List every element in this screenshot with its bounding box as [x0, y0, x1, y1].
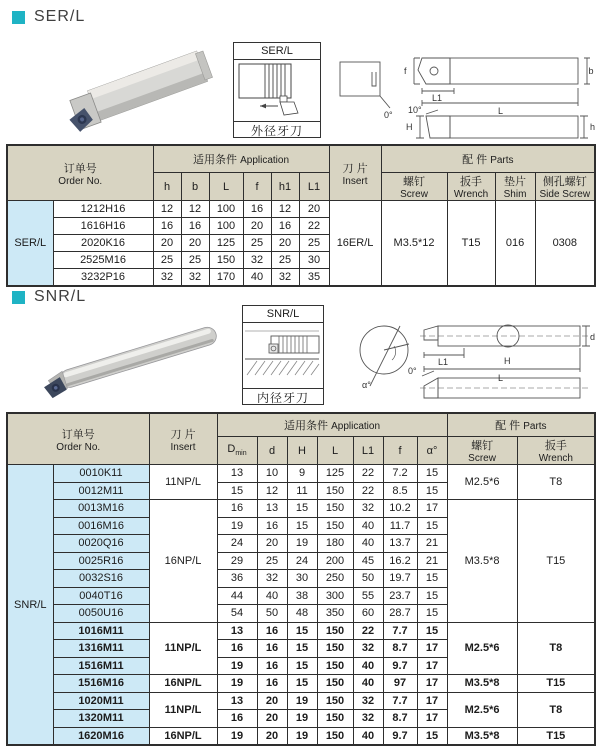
value-cell: 100: [209, 201, 243, 218]
value-cell: 17: [417, 675, 447, 693]
value-cell: 20: [257, 727, 287, 745]
header-wrench-en: Wrench: [453, 189, 489, 200]
order-no-cell: 1212H16: [53, 201, 153, 218]
value-cell: 15: [287, 517, 317, 535]
order-no-cell: 0016M16: [53, 517, 149, 535]
header-application: [153, 145, 329, 173]
value-cell: 17: [417, 692, 447, 710]
value-cell: 17: [417, 500, 447, 518]
wrench-cell: T15: [447, 201, 495, 287]
header-col-L: L: [209, 173, 243, 201]
series-cell: SER/L: [7, 201, 53, 287]
order-no-cell: 0012M11: [53, 482, 149, 500]
value-cell: 20: [181, 235, 209, 252]
header-side-screw: [535, 173, 595, 201]
value-cell: 16: [217, 500, 257, 518]
value-cell: 40: [353, 517, 383, 535]
value-cell: 22: [353, 465, 383, 483]
value-cell: 7.2: [383, 465, 417, 483]
header-insert: [329, 145, 381, 201]
header-insert-en: Insert: [170, 441, 196, 453]
value-cell: 24: [217, 535, 257, 553]
order-no-cell: 0010K11: [53, 465, 149, 483]
value-cell: 16: [181, 218, 209, 235]
value-cell: 20: [153, 235, 181, 252]
order-no-cell: 0050U16: [53, 605, 149, 623]
value-cell: 17: [417, 657, 447, 675]
order-no-cell: 1516M11: [53, 657, 149, 675]
value-cell: 150: [317, 727, 353, 745]
order-no-cell: 1316M11: [53, 640, 149, 658]
value-cell: 15: [417, 622, 447, 640]
ser-diagram-caption: 外径牙刀: [234, 121, 320, 140]
dim-label-alpha: α°: [362, 380, 371, 390]
ser-diagram-title: SER/L: [234, 43, 320, 60]
value-cell: 30: [299, 252, 329, 269]
value-cell: 16.2: [383, 552, 417, 570]
dim-label-h-upper: H: [406, 122, 413, 132]
snr-dimension-drawing: [312, 300, 598, 408]
wrench-cell: T15: [517, 675, 595, 693]
insert-cell: 11NP/L: [149, 465, 217, 500]
value-cell: 20: [257, 710, 287, 728]
snr-diagram-caption: 内径牙刀: [243, 388, 323, 407]
value-cell: 300: [317, 587, 353, 605]
value-cell: 20: [243, 218, 271, 235]
value-cell: 9: [287, 465, 317, 483]
value-cell: 23.7: [383, 587, 417, 605]
value-cell: 100: [209, 218, 243, 235]
dim-label-f: f: [404, 66, 407, 76]
dim-label-h: H: [504, 356, 511, 366]
screw-cell: M3.5*8: [447, 500, 517, 623]
section-ser-header: [12, 8, 85, 26]
value-cell: 35: [299, 269, 329, 287]
value-cell: 32: [353, 710, 383, 728]
order-no-cell: 3232P16: [53, 269, 153, 287]
header-wrench: [447, 173, 495, 201]
snr-diagram-title: SNR/L: [243, 306, 323, 323]
header-parts-zh: 配 件: [462, 154, 488, 166]
header-screw-en: Screw: [468, 453, 496, 464]
header-col-f: f: [383, 437, 417, 465]
value-cell: 15: [417, 605, 447, 623]
value-cell: 16: [257, 622, 287, 640]
value-cell: 16: [217, 640, 257, 658]
header-screw: [447, 437, 517, 465]
header-col-d: d: [257, 437, 287, 465]
value-cell: 13: [217, 465, 257, 483]
table-row: [7, 727, 595, 745]
value-cell: 16: [257, 675, 287, 693]
value-cell: 97: [383, 675, 417, 693]
value-cell: 15: [287, 675, 317, 693]
value-cell: 10.2: [383, 500, 417, 518]
value-cell: 150: [317, 500, 353, 518]
screw-cell: M2.5*6: [447, 622, 517, 675]
order-no-cell: 1620M16: [53, 727, 149, 745]
header-col-h1: h1: [271, 173, 299, 201]
insert-cell: 11NP/L: [149, 622, 217, 675]
value-cell: 19: [287, 692, 317, 710]
value-cell: 32: [271, 269, 299, 287]
value-cell: 9.7: [383, 727, 417, 745]
dim-label-l: L: [498, 106, 504, 116]
value-cell: 19.7: [383, 570, 417, 588]
value-cell: 16: [217, 710, 257, 728]
value-cell: 16: [271, 218, 299, 235]
value-cell: 11: [287, 482, 317, 500]
value-cell: 125: [209, 235, 243, 252]
value-cell: 15: [417, 587, 447, 605]
wrench-cell: T15: [517, 500, 595, 623]
ser-spec-table: [6, 144, 596, 287]
value-cell: 9.7: [383, 657, 417, 675]
value-cell: 32: [181, 269, 209, 287]
header-wrench-en: Wrench: [538, 453, 573, 464]
value-cell: 21: [417, 552, 447, 570]
value-cell: 16: [257, 657, 287, 675]
value-cell: 7.7: [383, 622, 417, 640]
header-side-zh: 侧孔螺钉: [542, 176, 587, 188]
value-cell: 15: [417, 570, 447, 588]
value-cell: 11.7: [383, 517, 417, 535]
value-cell: 25: [153, 252, 181, 269]
header-col-H: H: [287, 437, 317, 465]
order-no-cell: 0025R16: [53, 552, 149, 570]
header-order-no: [7, 413, 149, 465]
header-side-en: Side Screw: [539, 189, 591, 200]
header-app-en: Application: [331, 421, 381, 432]
value-cell: 150: [317, 675, 353, 693]
dim-label-l1: L1: [438, 357, 449, 367]
order-no-cell: 0013M16: [53, 500, 149, 518]
dim-label-b: b: [588, 66, 594, 76]
value-cell: 22: [353, 482, 383, 500]
value-cell: 20: [271, 235, 299, 252]
table-row: [7, 201, 595, 218]
header-parts-en: Parts: [490, 155, 514, 166]
value-cell: 55: [353, 587, 383, 605]
value-cell: 150: [317, 692, 353, 710]
value-cell: 8.7: [383, 710, 417, 728]
value-cell: 21: [417, 535, 447, 553]
value-cell: 22: [353, 622, 383, 640]
value-cell: 20: [257, 692, 287, 710]
dim-label-10deg: 10°: [408, 105, 422, 115]
insert-cell: 11NP/L: [149, 692, 217, 727]
value-cell: 19: [217, 675, 257, 693]
shim-cell: 016: [495, 201, 535, 287]
value-cell: 40: [243, 269, 271, 287]
header-parts-zh: 配 件: [495, 420, 521, 432]
header-wrench-zh: 扳手: [544, 440, 567, 452]
header-application: [217, 413, 447, 437]
value-cell: 7.7: [383, 692, 417, 710]
screw-cell: M3.5*8: [447, 727, 517, 745]
value-cell: 13: [217, 622, 257, 640]
value-cell: 12: [271, 201, 299, 218]
section-bullet-icon: [12, 11, 25, 24]
side-screw-cell: 0308: [535, 201, 595, 287]
value-cell: 13: [217, 692, 257, 710]
dim-label-l1: L1: [432, 93, 443, 103]
header-insert-zh: 刀 片: [342, 162, 368, 175]
value-cell: 30: [287, 570, 317, 588]
ser-diagram-box: [233, 42, 321, 138]
value-cell: 19: [217, 517, 257, 535]
section-title: SER/L: [34, 8, 86, 25]
header-order-en: Order No.: [58, 175, 103, 187]
value-cell: 150: [317, 710, 353, 728]
dmin-main: D: [227, 443, 236, 456]
value-cell: 25: [271, 252, 299, 269]
value-cell: 32: [257, 570, 287, 588]
value-cell: 12: [153, 201, 181, 218]
header-col-L1: L1: [353, 437, 383, 465]
ser-schematic-drawing: [234, 60, 318, 116]
ser-tool-photo: [55, 40, 220, 135]
value-cell: 25: [181, 252, 209, 269]
value-cell: 28.7: [383, 605, 417, 623]
value-cell: 19: [217, 657, 257, 675]
header-col-L1: L1: [299, 173, 329, 201]
table-row: [7, 675, 595, 693]
header-wrench: [517, 437, 595, 465]
value-cell: 36: [217, 570, 257, 588]
value-cell: 170: [209, 269, 243, 287]
order-no-cell: 1516M16: [53, 675, 149, 693]
value-cell: 17: [417, 640, 447, 658]
value-cell: 16: [257, 517, 287, 535]
header-col-h: h: [153, 173, 181, 201]
value-cell: 15: [287, 640, 317, 658]
wrench-cell: T8: [517, 622, 595, 675]
value-cell: 40: [353, 535, 383, 553]
value-cell: 10: [257, 465, 287, 483]
value-cell: 19: [287, 535, 317, 553]
value-cell: 40: [257, 587, 287, 605]
screw-cell: M3.5*8: [447, 675, 517, 693]
insert-cell: 16ER/L: [329, 201, 381, 287]
dim-label-l: L: [498, 373, 504, 383]
header-screw-en: Screw: [400, 189, 428, 200]
wrench-cell: T8: [517, 465, 595, 500]
value-cell: 19: [217, 727, 257, 745]
value-cell: 12: [257, 482, 287, 500]
value-cell: 25: [299, 235, 329, 252]
wrench-cell: T8: [517, 692, 595, 727]
screw-cell: M3.5*12: [381, 201, 447, 287]
order-no-cell: 0020Q16: [53, 535, 149, 553]
value-cell: 19: [287, 710, 317, 728]
value-cell: 40: [353, 727, 383, 745]
value-cell: 15: [287, 657, 317, 675]
value-cell: 38: [287, 587, 317, 605]
header-shim-zh: 垫片: [504, 176, 527, 188]
value-cell: 32: [353, 500, 383, 518]
value-cell: 25: [243, 235, 271, 252]
header-screw-zh: 螺钉: [403, 176, 426, 188]
value-cell: 15: [417, 727, 447, 745]
value-cell: 125: [317, 465, 353, 483]
header-app-zh: 适用条件: [193, 154, 238, 166]
value-cell: 15: [417, 482, 447, 500]
header-order-en: Order No.: [56, 441, 101, 453]
value-cell: 8.7: [383, 640, 417, 658]
value-cell: 40: [353, 657, 383, 675]
value-cell: 60: [353, 605, 383, 623]
insert-cell: 16NP/L: [149, 675, 217, 693]
table-row: [7, 692, 595, 710]
table-row: [7, 465, 595, 483]
header-order-zh: 订单号: [63, 162, 97, 175]
value-cell: 50: [353, 570, 383, 588]
value-cell: 16: [257, 640, 287, 658]
header-screw: [381, 173, 447, 201]
header-col-L: L: [317, 437, 353, 465]
value-cell: 20: [257, 535, 287, 553]
header-insert: [149, 413, 217, 465]
header-insert-zh: 刀 片: [170, 428, 196, 441]
header-order-no: [7, 145, 153, 201]
value-cell: 200: [317, 552, 353, 570]
order-no-cell: 0032S16: [53, 570, 149, 588]
value-cell: 32: [353, 640, 383, 658]
snr-spec-table: [6, 412, 596, 746]
value-cell: 8.5: [383, 482, 417, 500]
section-snr-header: [12, 288, 86, 306]
header-parts: [381, 145, 595, 173]
value-cell: 48: [287, 605, 317, 623]
dim-label-0deg: 0°: [384, 110, 393, 120]
series-cell: SNR/L: [7, 465, 53, 746]
order-no-cell: 2525M16: [53, 252, 153, 269]
value-cell: 15: [417, 517, 447, 535]
order-no-cell: 1616H16: [53, 218, 153, 235]
value-cell: 45: [353, 552, 383, 570]
value-cell: 15: [287, 622, 317, 640]
value-cell: 32: [153, 269, 181, 287]
dmin-sub: min: [235, 450, 247, 458]
ser-dimension-drawing: [326, 34, 596, 142]
table-row: [7, 622, 595, 640]
header-order-zh: 订单号: [61, 428, 95, 441]
value-cell: 150: [317, 640, 353, 658]
section-bullet-icon: [12, 291, 25, 304]
value-cell: 15: [287, 500, 317, 518]
screw-cell: M2.5*6: [447, 465, 517, 500]
ser-diagram-schematic: [234, 60, 320, 121]
header-wrench-zh: 扳手: [460, 176, 483, 188]
value-cell: 350: [317, 605, 353, 623]
value-cell: 19: [287, 727, 317, 745]
order-no-cell: 0040T16: [53, 587, 149, 605]
value-cell: 13.7: [383, 535, 417, 553]
snr-diagram-schematic: [243, 323, 323, 388]
value-cell: 15: [417, 465, 447, 483]
value-cell: 13: [257, 500, 287, 518]
value-cell: 25: [257, 552, 287, 570]
order-no-cell: 2020K16: [53, 235, 153, 252]
header-parts-en: Parts: [523, 421, 547, 432]
snr-tool-photo: [28, 312, 238, 407]
header-insert-en: Insert: [342, 175, 368, 187]
value-cell: 17: [417, 710, 447, 728]
dim-label-h-lower: h: [590, 122, 596, 132]
value-cell: 250: [317, 570, 353, 588]
snr-schematic-drawing: [243, 323, 321, 383]
screw-cell: M2.5*6: [447, 692, 517, 727]
insert-cell: 16NP/L: [149, 727, 217, 745]
dim-label-d: d: [590, 332, 596, 342]
value-cell: 32: [243, 252, 271, 269]
table-row: [7, 500, 595, 518]
header-shim: [495, 173, 535, 201]
value-cell: 180: [317, 535, 353, 553]
header-col-dmin: [217, 437, 257, 465]
wrench-cell: T15: [517, 727, 595, 745]
insert-cell: 16NP/L: [149, 500, 217, 623]
value-cell: 16: [153, 218, 181, 235]
value-cell: 22: [299, 218, 329, 235]
header-col-f: f: [243, 173, 271, 201]
header-shim-en: Shim: [503, 189, 527, 200]
value-cell: 16: [243, 201, 271, 218]
header-col-b: b: [181, 173, 209, 201]
value-cell: 12: [181, 201, 209, 218]
order-no-cell: 1320M11: [53, 710, 149, 728]
dim-label-0deg: 0°: [408, 366, 417, 376]
value-cell: 32: [353, 692, 383, 710]
header-app-en: Application: [240, 155, 290, 166]
order-no-cell: 1016M11: [53, 622, 149, 640]
value-cell: 150: [317, 657, 353, 675]
section-title: SNR/L: [34, 288, 87, 305]
header-screw-zh: 螺钉: [471, 440, 494, 452]
value-cell: 150: [317, 622, 353, 640]
value-cell: 20: [299, 201, 329, 218]
header-app-zh: 适用条件: [284, 420, 329, 432]
value-cell: 54: [217, 605, 257, 623]
value-cell: 44: [217, 587, 257, 605]
value-cell: 150: [317, 517, 353, 535]
value-cell: 40: [353, 675, 383, 693]
value-cell: 50: [257, 605, 287, 623]
header-col-alpha: α°: [417, 437, 447, 465]
value-cell: 29: [217, 552, 257, 570]
order-no-cell: 1020M11: [53, 692, 149, 710]
header-parts: [447, 413, 595, 437]
value-cell: 150: [317, 482, 353, 500]
value-cell: 24: [287, 552, 317, 570]
value-cell: 150: [209, 252, 243, 269]
value-cell: 15: [217, 482, 257, 500]
